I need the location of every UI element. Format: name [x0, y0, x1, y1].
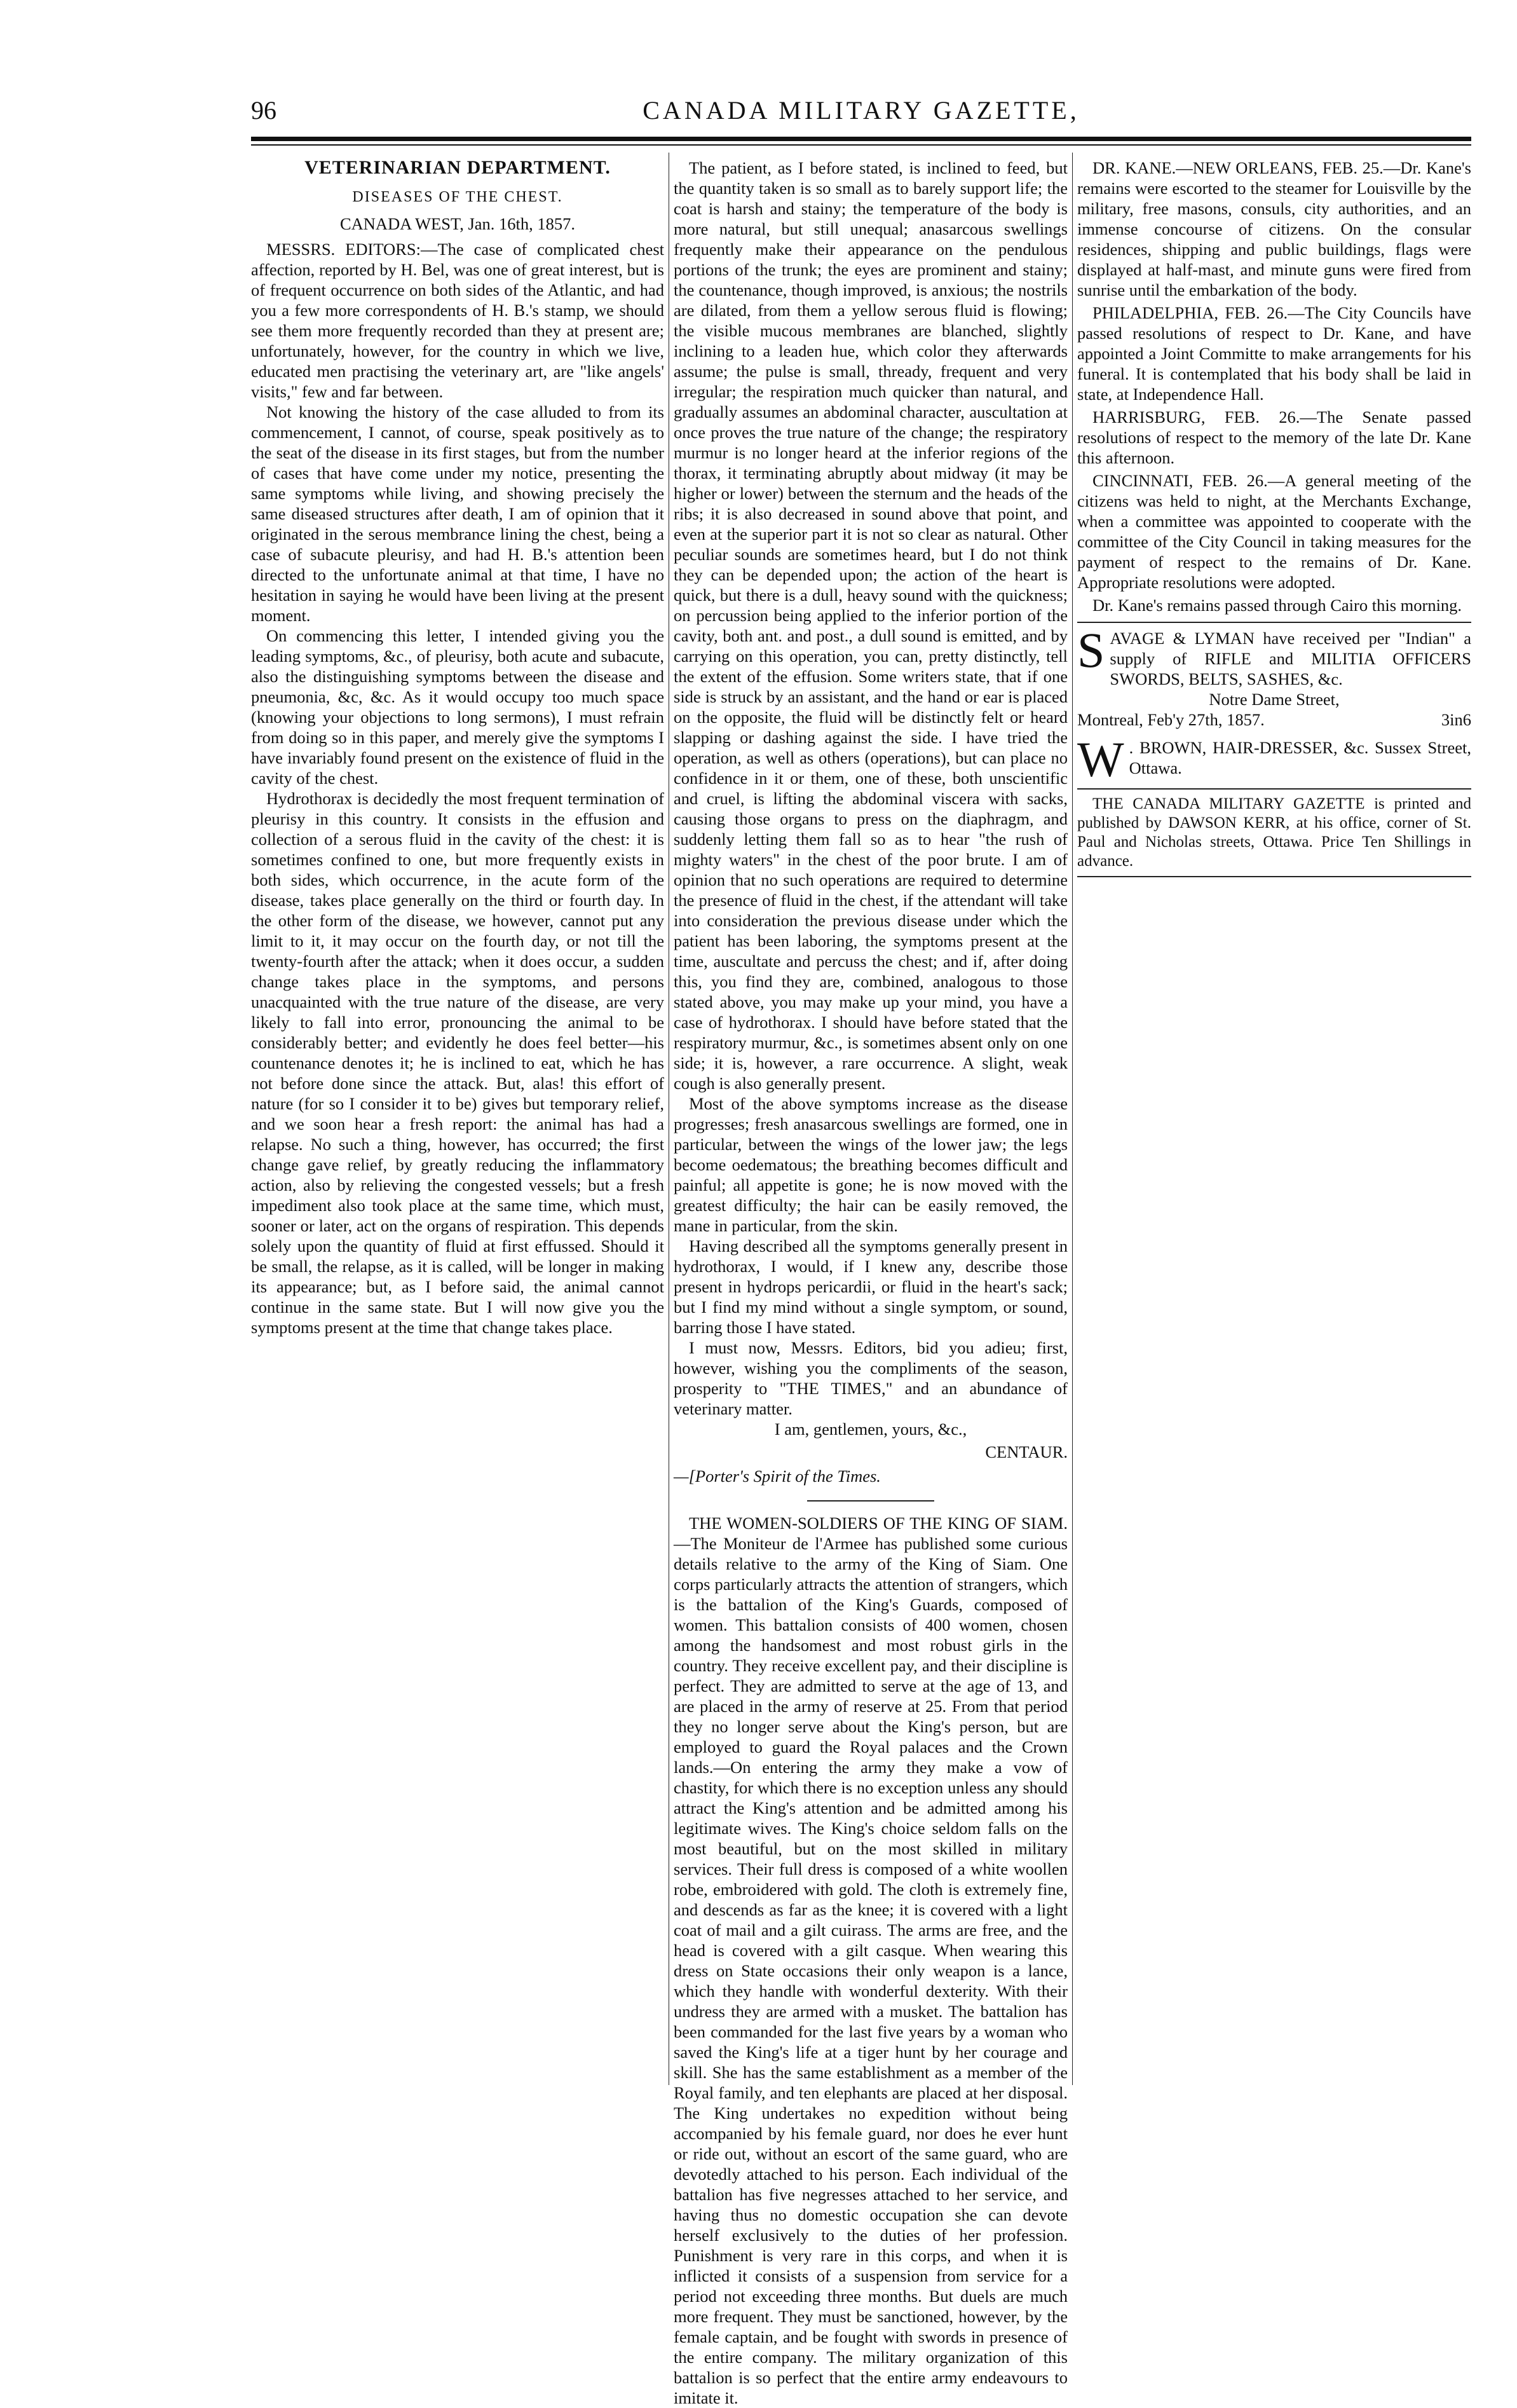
news-item: HARRISBURG, FEB. 26.—The Senate passed resolutions of respect to the memory of the late Dr. Kane this afternoon.	[1077, 407, 1471, 467]
newspaper-title: CANADA MILITARY GAZETTE,	[643, 96, 1080, 125]
article-paragraph: Hydrothorax is decidedly the most frequent termination of pleurisy in this country. It consists in the effusion and collection of a serous fluid in the cavity of the chest: it is sometimes confined to one, but more frequently exists in both sides, which occurrence, in the acute form of the disease, takes place generally on the third or fourth day. In the other form of the disease, we however, cannot put any limit to it, it may occur on the fourth day, or not till the twenty-fourth after the attack; when it does occur, a sudden change takes place in the symptoms, and persons unacquainted with the true nature of the disease, are very likely to fall into error, pronouncing the animal to be considerably better; and evidently he does feel better—his countenance denotes it; he is inclined to eat, which he has not before done since the attack. But, alas! this effort of nature (for so I consider it to be) gives but temporary relief, and we soon hear a fresh report: the animal has had a relapse. No such a thing, however, has occurred; the first change gave relief, by greatly reducing the inflammatory action, also by relieving the congested vessels; but a fresh impediment also took place at the same time, which must, sooner or later, act on the organs of respiration. This depends solely upon the quantity of fluid at first effussed. Should it be small, the relapse, as it is called, will be longer in making its appearance; but, as I before said, the animal cannot continue in the same state. But I will now give you the symptoms present at the time that change takes place.	[251, 789, 664, 1337]
advertisements	[1077, 622, 1471, 779]
article-paragraph: I must now, Messrs. Editors, bid you adieu; first, however, wishing you the compliments of the season, prosperity to "THE TIMES," and an abundance of veterinary matter.	[674, 1338, 1068, 1418]
column-left	[251, 158, 664, 1337]
article-paragraph: The patient, as I before stated, is inclined to feed, but the quantity taken is so small as to barely support life; the coat is harsh and stainy; the temperature of the body is more natural, but still unequal; anasarcous swellings frequently make their appearance on the pendulous portions of the trunk; the eyes are prominent and stainy; the countenance, though improved, is anxious; the nostrils are dilated, from them a yellow serous fluid is flowing; the visible mucous membranes are blanched, slightly inclining to a leaden hue, which color they afterwards assume; the pulse is small, thready, frequent and very irregular; the respiration much quicker than natural, and gradually assumes an abdominal character, auscultation at once proves the true nature of the change; the respiratory murmur is no longer heard at the inferior regions of the thorax, it terminating abruptly about midway (it may be higher or lower) between the sternum and the heads of the ribs; it is also decreased in sound above that point, and even at the superior part it is not so clear as natural. Other peculiar sounds are sometimes heard, but I do not think they can be depended upon; the action of the heart is quick, but there is a dull, heavy sound with the quickness; on percussion being applied to the inferior portion of the cavity, both ant. and post., a dull sound is emitted, and by carrying on this operation, you can, pretty distinctly, tell the extent of the effusion. Some writers state, that if one side is struck by an assistant, and the hand or ear is placed on the opposite, the fluid will be distinctly felt or heard slapping or dashing against the side. I have tried the operation, as well as others (operations), but can place no confidence in it or them, one of these, both unscientific and cruel, is lifting the abdominal viscera with sacks, causing those organs to press on the diaphragm, and suddenly letting them fall so as to hear "the rush of mighty waters" in the chest of the poor brute. I am of opinion that no such operations are required to determine the presence of fluid in the chest, if the attendant will take into consideration the previous disease under which the patient has been laboring, the symptoms present at the time, auscultate and percuss the chest; and if, after doing this, you find they are, combined, analogous to those stated above, you may make up your mind, you have a case of hydrothorax. I should have before stated that the respiratory murmur, &c., is sometimes absent only on one side; it is, however, a rare occurrence. A slight, weak cough is also generally present.	[674, 158, 1068, 1093]
article-paragraph: Not knowing the history of the case alluded to from its commencement, I cannot, of course, speak positively as to the seat of the disease in its first stages, but from the number of cases that have come under my notice, presenting the same symptoms while living, and showing precisely the same diseased structures after death, I am of opinion that it originated in the serous membrance lining the chest, being a case of subacute pleurisy, and had H. B.'s attention been directed to the unfortunate animal at that time, I have no hesitation in saying he would have been living at the present moment.	[251, 402, 664, 625]
news-item: CINCINNATI, FEB. 26.—A general meeting of the citizens was held to night, at the Merchants Exchange, when a committee was appointed to cooperate with the committee of the City Council in taking measures for the payment of respect to the remains of Dr. Kane. Appropriate resolutions were adopted.	[1077, 471, 1471, 592]
article-closing: I am, gentlemen, yours, &c.,	[774, 1419, 967, 1439]
masthead-rule-thin	[251, 144, 1471, 146]
news-item: PHILADELPHIA, FEB. 26.—The City Councils have passed resolutions of respect to Dr. Kane, and have appointed a Joint Committe to make arrangements for his funeral. It is contemplated that his body shall be laid in state, at Independence Hall.	[1077, 303, 1471, 404]
brown-ad	[1077, 737, 1471, 779]
ad-address: Notre Dame Street,	[1209, 690, 1340, 709]
article-separator	[807, 1500, 934, 1502]
column-middle	[674, 158, 1068, 2408]
article-paragraph: On commencing this letter, I intended giving you the leading symptoms, &c., of pleurisy, both acute and subacute, also the distinguishing symptoms between the disease and pneumonia, &c, &c. As it would occupy too much space (knowing your objections to long sermons), I must refrain from doing so in this paper, and merely give the symptoms I have invariably found present on the existence of fluid in the cavity of the chest.	[251, 626, 664, 788]
masthead	[251, 95, 1471, 133]
ad-code: 3in6	[1441, 710, 1471, 729]
article-signature: CENTAUR.	[985, 1442, 1068, 1461]
ad-text: AVAGE & LYMAN have received per "Indian" a supply of RIFLE and MILITIA OFFICERS SWORDS, BELTS, SASHES, &c.	[1110, 629, 1471, 688]
ad-drop-cap: S	[1077, 628, 1105, 678]
article-credit: —[Porter's Spirit of the Times.	[674, 1467, 881, 1486]
imprint-text: THE CANADA MILITARY GAZETTE is printed and published by DAWSON KERR, at his office, corner of St. Paul and Nicholas streets, Ottawa. Price Ten Shillings in advance.	[1077, 795, 1471, 870]
page-number: 96	[251, 96, 276, 125]
ad-date: Montreal, Feb'y 27th, 1857.	[1077, 710, 1265, 729]
article-paragraph: Most of the above symptoms increase as the disease progresses; fresh anasarcous swellings are formed, one in particular, between the wings of the lower jaw; the legs become oedematous; the breathing becomes difficult and painful; all appetite is gone; he is now moved with the greatest difficulty; the hair can be easily removed, the mane in particular, from the skin.	[674, 1094, 1068, 1235]
news-item: DR. KANE.—NEW ORLEANS, FEB. 25.—Dr. Kane's remains were escorted to the steamer for Louisville by the military, free masons, consuls, city authorities, and an immense concourse of citizens. On the consular residences, shipping and public buildings, flags were displayed at half-mast, and minute guns were fired from sunrise until the embarkation of the body.	[1077, 158, 1471, 299]
article-dateline: CANADA WEST, Jan. 16th, 1857.	[339, 214, 576, 233]
masthead-rule-thick	[251, 137, 1471, 141]
ad-date-row	[1077, 709, 1471, 730]
ad-drop-cap: W	[1077, 737, 1124, 779]
column-right	[1077, 158, 1471, 877]
section-heading: VETERINARIAN DEPARTMENT.	[304, 157, 611, 178]
article-paragraph: MESSRS. EDITORS:—The case of complicated chest affection, reported by H. Bel, was one of great interest, but is of frequent occurrence on both sides of the Atlantic, and had you a few more correspondents of H. B.'s stamp, we should see them more frequently recorded than they at present are; unfortunately, however, for the country in which we live, educated men practising the veterinary art, are "like angels' visits," few and far between.	[251, 240, 664, 401]
ad-text: . BROWN, HAIR-DRESSER, &c. Sussex Street, Ottawa.	[1129, 738, 1471, 777]
article-paragraph: Having described all the symptoms generally present in hydrothorax, I would, if I knew any, describe those present in hydrops pericardii, or fluid in the heart's sack; but I find my mind without a single symptom, or sound, barring those I have stated.	[674, 1236, 1068, 1337]
article-subheading: DISEASES OF THE CHEST.	[352, 189, 563, 205]
news-item: Dr. Kane's remains passed through Cairo this morning.	[1092, 596, 1462, 615]
column-divider	[1072, 153, 1073, 2085]
publication-imprint	[1077, 788, 1471, 877]
savage-lyman-ad	[1077, 628, 1471, 730]
women-soldiers-article: THE WOMEN-SOLDIERS OF THE KING OF SIAM.—The Moniteur de l'Armee has published some curious details relative to the army of the King of Siam. One corps particularly attracts the attention of strangers, which is the battalion of the King's Guards, composed of women. This battalion consists of 400 women, chosen among the handsomest and most robust girls in the country. They receive excellent pay, and their discipline is perfect. They are admitted to serve at the age of 13, and are placed in the army of reserve at 25. From that period they no longer serve about the King's person, but are employed to guard the Royal palaces and the Crown lands.—On entering the army they make a vow of chastity, for which there is no exception unless any should attract the King's attention and be admitted among his legitimate wives. The King's choice seldom falls on the most beautiful, but on the most skilled in military services. Their full dress is composed of a white woollen robe, embroidered with gold. The cloth is extremely fine, and descends as far as the knee; it is covered with a light coat of mail and a gilt cuirass. The arms are free, and the head is covered with a gilt casque. When wearing this dress on State occasions their only weapon is a lance, which they handle with wonderful dexterity. With their undress they are armed with a musket. The battalion has been commanded for the last five years by a woman who saved the King's life at a tiger hunt by her courage and skill. She has the same establishment as a member of the Royal family, and ten elephants are placed at her disposal. The King undertakes no expedition without being accompanied by his female guard, nor does he ever hunt or ride out, without an escort of the same guard, who are devotedly attached to his person. Each individual of the battalion has five negresses attached to her service, and having thus no domestic occupation she can devote herself exclusively to the duties of her profession. Punishment is very rare in this corps, and when it is inflicted it consists of a suspension from service for a period not exceeding three months. But duels are much more frequent. They must be sanctioned, however, by the female captain, and be fought with swords in presence of the entire company. The military organization of this battalion is so perfect that the entire army endeavours to imitate it.	[674, 1514, 1068, 2407]
news-briefs	[1077, 158, 1471, 615]
